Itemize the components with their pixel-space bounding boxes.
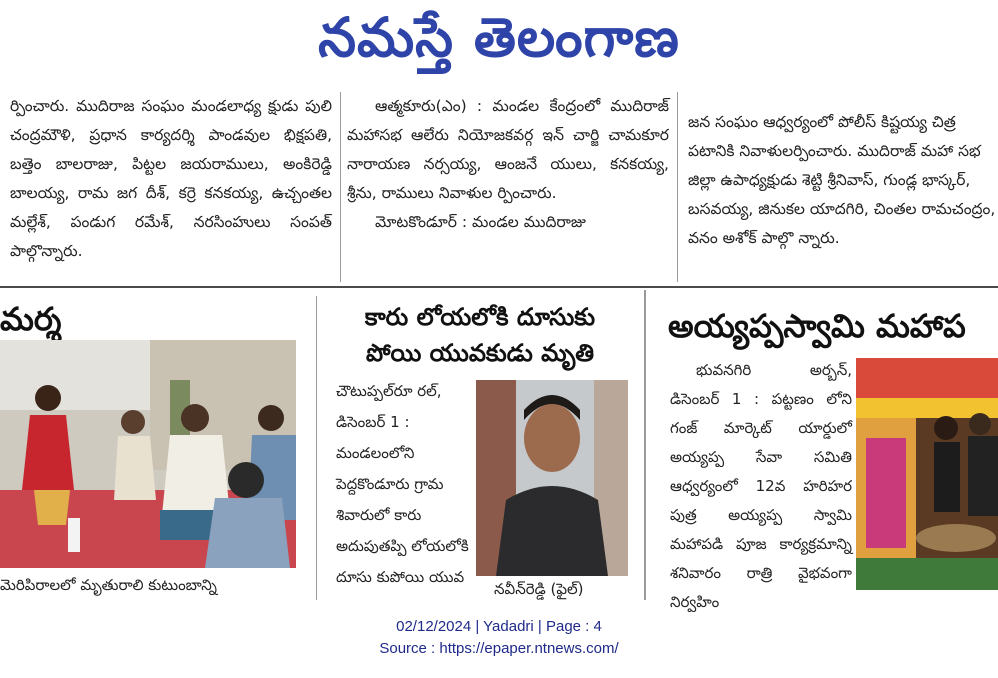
middle-story-body — [336, 376, 478, 598]
left-story-photo — [0, 340, 296, 568]
middle-story-text: చౌటుప్పల్‌రూ రల్, డిసెంబర్ 1 : మండలంలోని పెద్దకొండూరు గ్రామ శివారులో కారు అదుపుతప్పి లోయలోకి దూసు కుపోయి యువ — [336, 382, 469, 586]
middle-story-caption: నవీన్‌రెడ్డి (ఫైల్) — [494, 580, 584, 598]
portrait-photo — [476, 380, 628, 576]
column-divider — [677, 92, 678, 282]
left-story-caption: మెరిపిరాలలో మృతురాలి కుటుంబాన్ని — [0, 576, 217, 594]
ayyappa-puja-photo — [856, 358, 998, 590]
top-left-text: ర్పించారు. ముదిరాజ సంఘం మండలాధ్య క్షుడు పులి చంద్రమౌళి, ప్రధాన కార్యదర్శి పాండవుల భిక్షపతి, బత్తెం బాలరాజు, పిట్టల జయరాములు, అంకిరెడ్డి బాలయ్య, రామ జగ దీశ్, కర్రె కనకయ్య, ఉచ్చంతల మల్లేశ్, పండుగ రమేశ్, నరసింహులు సంపత్ పాల్గొన్నారు. — [10, 97, 332, 260]
column-divider — [340, 92, 341, 282]
top-middle-column — [347, 92, 669, 282]
left-story-headline: మర్శ — [0, 300, 62, 338]
source-link[interactable]: Source : https://epaper.ntnews.com/ — [379, 640, 619, 657]
section-divider — [0, 286, 998, 288]
right-story-headline: అయ్యప్పస్వామి మహాప — [668, 307, 966, 345]
top-middle-text-2: మోటకొండూర్ : మండల ముదిరాజు — [375, 213, 586, 231]
masthead-title: నమస్తే తెలంగాణ — [318, 5, 680, 69]
edition-info: 02/12/2024 | Yadadri | Page : 4 — [396, 618, 602, 635]
right-story-body — [670, 356, 852, 611]
column-divider — [316, 296, 317, 600]
top-right-text: జన సంఘం ఆధ్వర్యంలో పోలీస్ కిష్టయ్య చిత్ర పటానికి నివాళులర్పించారు. ముదిరాజ్ మహా సభ జిల్లా ఉపాధ్యక్షుడు శెట్టి శ్రీనివాస్, గుండ్ల భాస్కర్, బసవయ్య, జినుకల యాదగిరి, చింతల రామచంద్రం, వనం అశోక్ పాల్గొ న్నారు. — [688, 113, 996, 247]
middle-story-headline-1: కారు లోయలోకి దూసుకు — [364, 303, 596, 331]
middle-story-photo — [476, 380, 628, 576]
top-middle-text: ఆత్మకూరు(ఎం) : మండల కేంద్రంలో ముదిరాజ్ మహాసభ ఆలేరు నియోజకవర్గ ఇన్ చార్జి చామకూర నారాయణ నర్సయ్య, ఆంజనే యులు, కనకయ్య, శ్రీను, రాములు నివాళుల ర్పించారు. — [347, 97, 669, 202]
newspaper-masthead — [0, 0, 998, 76]
family-visit-photo — [0, 340, 296, 568]
right-story-text: భువనగిరి అర్బన్, డిసెంబర్ 1 : పట్టణం లోని గంజ్ మార్కెట్ యార్డులో అయ్యప్ప సేవా సమితి ఆధ్వర్యంలో 12వ హరిహర పుత్ర అయ్యప్ప స్వామి మహాపడి పూజ కార్యక్రమాన్ని శనివారం రాత్రి వైభవంగా నిర్వహిం — [670, 361, 852, 611]
middle-story-headline-2: పోయి యువకుడు మృతి — [366, 339, 594, 367]
top-left-column — [10, 92, 332, 282]
right-story-photo — [856, 358, 998, 590]
top-right-column — [688, 108, 998, 282]
column-divider — [644, 290, 646, 600]
